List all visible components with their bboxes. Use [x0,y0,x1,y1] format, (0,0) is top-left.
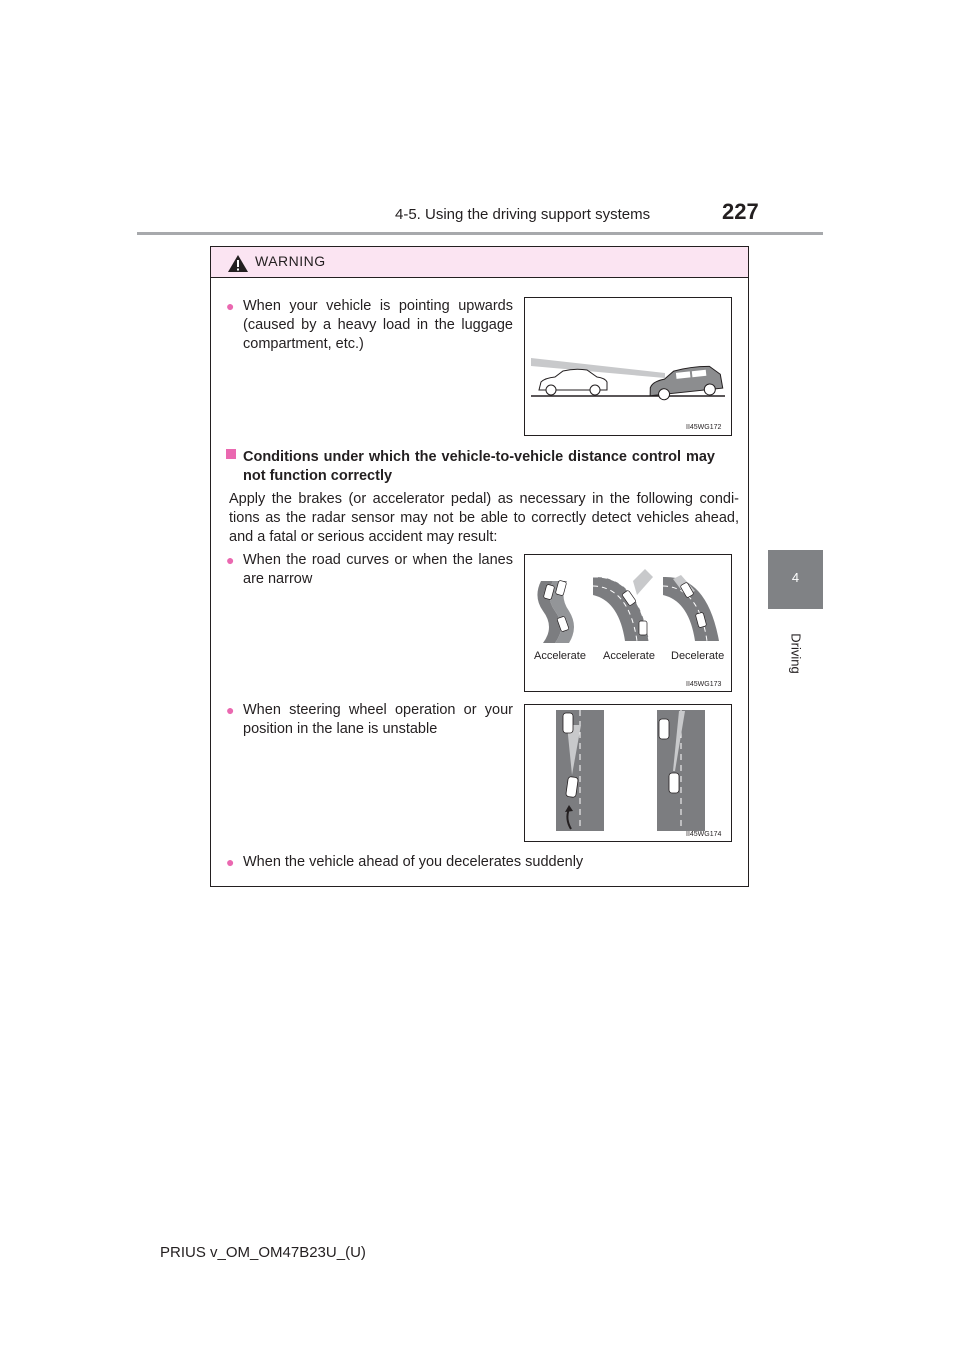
bullet-item [226,551,513,589]
warning-title: WARNING [255,253,326,269]
document-id: PRIUS v_OM_OM47B23U_(U) [160,1244,366,1261]
body-paragraph: Apply the brakes (or accelerator pedal) as necessary in the following condi-tions as the radar sensor may not be able to correctly detect vehicles ahead, and a fatal or serious accident may result: [229,491,739,545]
heading-square-icon [226,449,236,459]
curved-road-illustration [525,555,731,691]
page-number: 227 [722,199,759,224]
section-title: 4-5. Using the driving support systems [395,206,651,223]
figure-code: II45WG173 [686,681,722,688]
tilted-vehicle-illustration [525,298,731,435]
bullet-text: When steering wheel operation or your position in the lane is unstable [243,702,513,737]
bullet-item [226,853,726,872]
chapter-label: Driving [788,633,804,674]
bullet-text: When your vehicle is pointing upwards (caused by a heavy load in the luggage compartment, etc.) [243,298,513,352]
chapter-tab [768,550,823,609]
bullet-dot-icon: ● [226,702,235,718]
header-divider [137,232,823,235]
figure-unstable-lane [524,704,732,842]
warning-triangle-icon [227,254,249,273]
curve-label: Accelerate [534,650,586,662]
figure-code: II45WG174 [686,831,722,838]
bullet-item [226,297,513,354]
warning-header [211,247,748,278]
chapter-number: 4 [791,570,800,585]
figure-vehicle-tilted [524,297,732,436]
lane-position-illustration [525,705,731,841]
heading-text: Conditions under which the vehicle-to-vehicle distance control may not function correctly [243,449,715,484]
bullet-dot-icon: ● [226,854,235,870]
bullet-text: When the vehicle ahead of you decelerates suddenly [243,854,584,870]
bullet-dot-icon: ● [226,298,235,314]
figure-curved-roads [524,554,732,692]
bullet-item [226,701,513,739]
curve-label: Accelerate [603,650,655,662]
section-heading [226,448,715,486]
figure-code: II45WG172 [686,424,722,431]
bullet-text: When the road curves or when the lanes are narrow [243,552,513,587]
bullet-dot-icon: ● [226,552,235,568]
curve-label: Decelerate [671,650,725,662]
